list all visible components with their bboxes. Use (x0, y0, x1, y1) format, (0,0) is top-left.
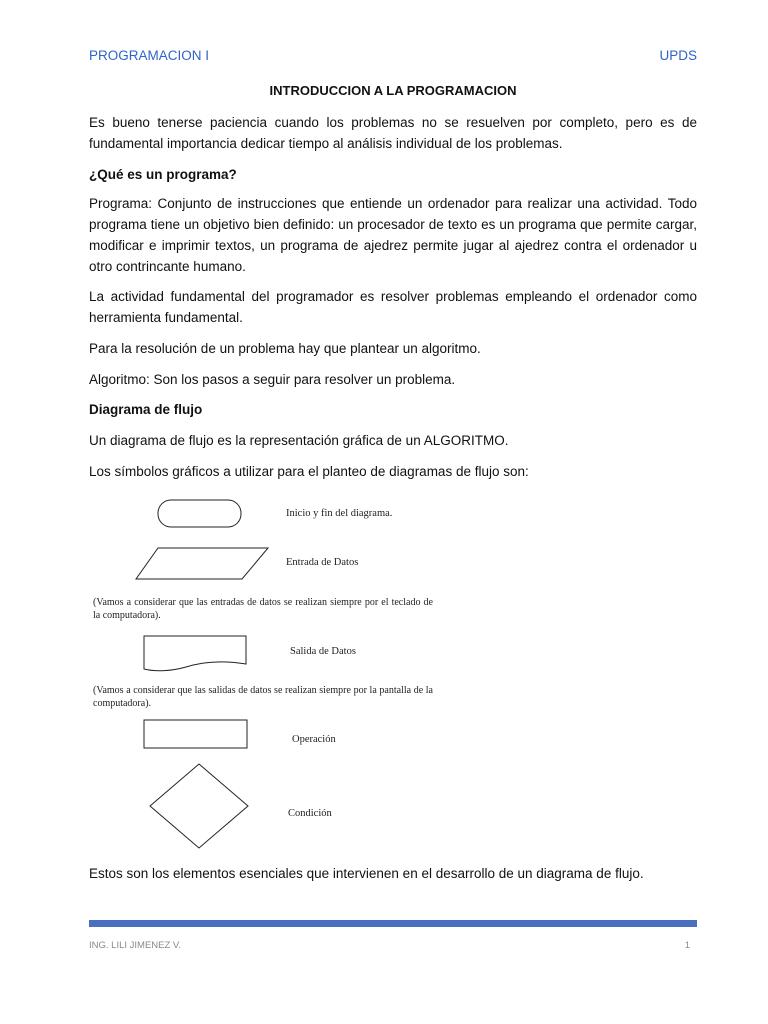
paragraph-text: Es bueno tenerse paciencia cuando los problemas no se resuelven por completo, pero es de fundamental importancia dedicar tiempo al análisis individual de los problemas. (89, 115, 697, 151)
note-output: (Vamos a considerar que las salidas de datos se realizan siempre por la pantalla de la computadora). (93, 685, 433, 709)
terminal-symbol-icon (156, 498, 244, 530)
paragraph-text: Algoritmo: Son los pasos a seguir para resolver un problema. (89, 372, 456, 387)
output-document-icon (142, 634, 250, 674)
footer-author: ING. LILI JIMENEZ V. (89, 940, 182, 951)
footer-divider-bar (89, 920, 697, 927)
paragraph-text: Los símbolos gráficos a utilizar para el planteo de diagramas de flujo son: (89, 464, 529, 479)
decision-diamond-icon (148, 762, 252, 850)
paragraph-algorithm-resolution (89, 338, 697, 359)
paragraph-symbols-intro (89, 461, 697, 482)
footer-page-number: 1 (684, 940, 690, 951)
paragraph-conclusion (89, 863, 697, 884)
label-input: Entrada de Datos (286, 557, 359, 568)
document-title: INTRODUCCION A LA PROGRAMACION (269, 83, 517, 98)
label-condition: Condición (288, 808, 332, 819)
heading-what-is-program (89, 164, 697, 185)
header-course-title: PROGRAMACION I (89, 48, 210, 63)
note-input: (Vamos a considerar que las entradas de datos se realizan siempre por el teclado de la computadora). (93, 597, 433, 621)
paragraph-patience (89, 112, 697, 154)
heading-text: ¿Qué es un programa? (89, 167, 237, 182)
label-output: Salida de Datos (290, 646, 356, 657)
paragraph-algorithm-definition (89, 369, 697, 390)
label-start-end: Inicio y fin del diagrama. (286, 508, 393, 519)
process-rectangle-icon (142, 718, 250, 750)
heading-text: Diagrama de flujo (89, 402, 203, 417)
paragraph-program-definition (89, 193, 697, 277)
input-parallelogram-icon (134, 546, 270, 582)
label-operation: Operación (292, 734, 336, 745)
paragraph-flowchart-definition (89, 430, 697, 451)
header-institution: UPDS (659, 48, 697, 63)
paragraph-text: Programa: Conjunto de instrucciones que entiende un ordenador para realizar una actividad. Todo programa tiene un objetivo bien definido: un procesador de texto es un programa que permite cargar, modificar e imprimir textos, un programa de ajedrez permite jugar al ajedrez contra el ordenador u otro contrincante humano. (89, 196, 697, 274)
paragraph-text: Un diagrama de flujo es la representación gráfica de un ALGORITMO. (89, 433, 509, 448)
paragraph-programmer-activity (89, 286, 697, 328)
paragraph-text: Estos son los elementos esenciales que intervienen en el desarrollo de un diagrama de flujo. (89, 866, 644, 881)
paragraph-text: La actividad fundamental del programador es resolver problemas empleando el ordenador como herramienta fundamental. (89, 289, 697, 325)
paragraph-text: Para la resolución de un problema hay que plantear un algoritmo. (89, 341, 481, 356)
heading-flowchart (89, 399, 697, 420)
